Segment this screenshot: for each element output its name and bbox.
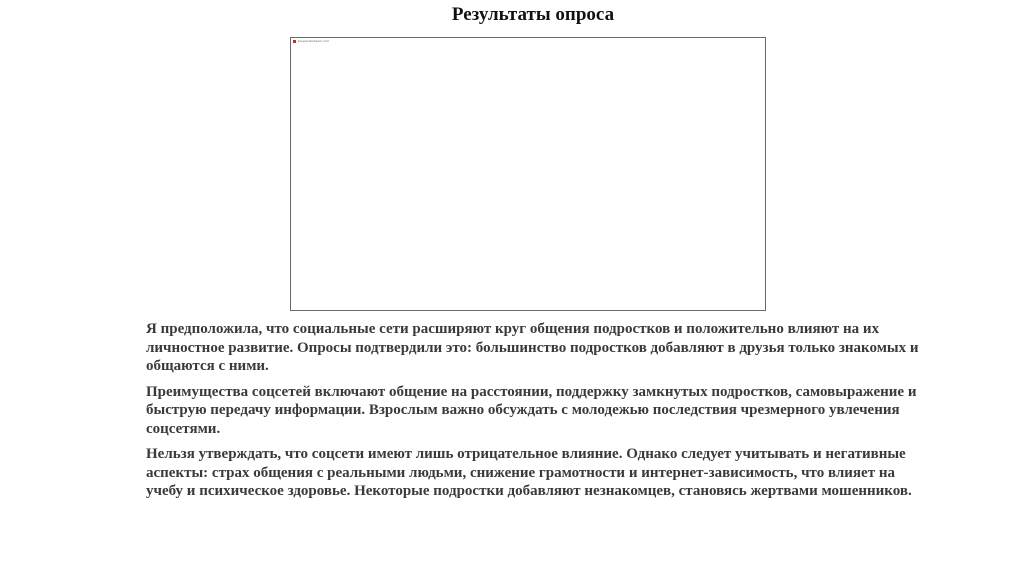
conclusions-text bbox=[146, 320, 926, 508]
slide-title: Результаты опроса bbox=[451, 4, 615, 25]
broken-image-icon bbox=[293, 40, 296, 43]
paragraph-negatives: Нельзя утверждать, что соцсети имеют лишь отрицательное влияние. Однако следует учитывать и негативные аспекты: страх общения с реальными людьми, снижение грамотности и интернет-зависимость, что влияет на учебу и психическое здоровье. Некоторые подростки добавляют незнакомцев, становясь жертвами мошенников. bbox=[146, 446, 912, 499]
survey-results-image bbox=[290, 37, 766, 311]
paragraph-hypothesis: Я предположила, что социальные сети расширяют круг общения подростков и положительно влияют на их личностное развитие. Опросы подтвердили это: большинство подростков добавляют в друзья только знакомых и общаются с ними. bbox=[146, 321, 919, 374]
paragraph-advantages: Преимущества соцсетей включают общение на расстоянии, поддержку замкнутых подростков, самовыражение и быструю передачу информации. Взрослым важно обсуждать с молодежью последствия чрезмерного увлечения соцсетями. bbox=[146, 383, 917, 437]
image-url-caption: bsuperstorteam.com bbox=[298, 39, 330, 43]
